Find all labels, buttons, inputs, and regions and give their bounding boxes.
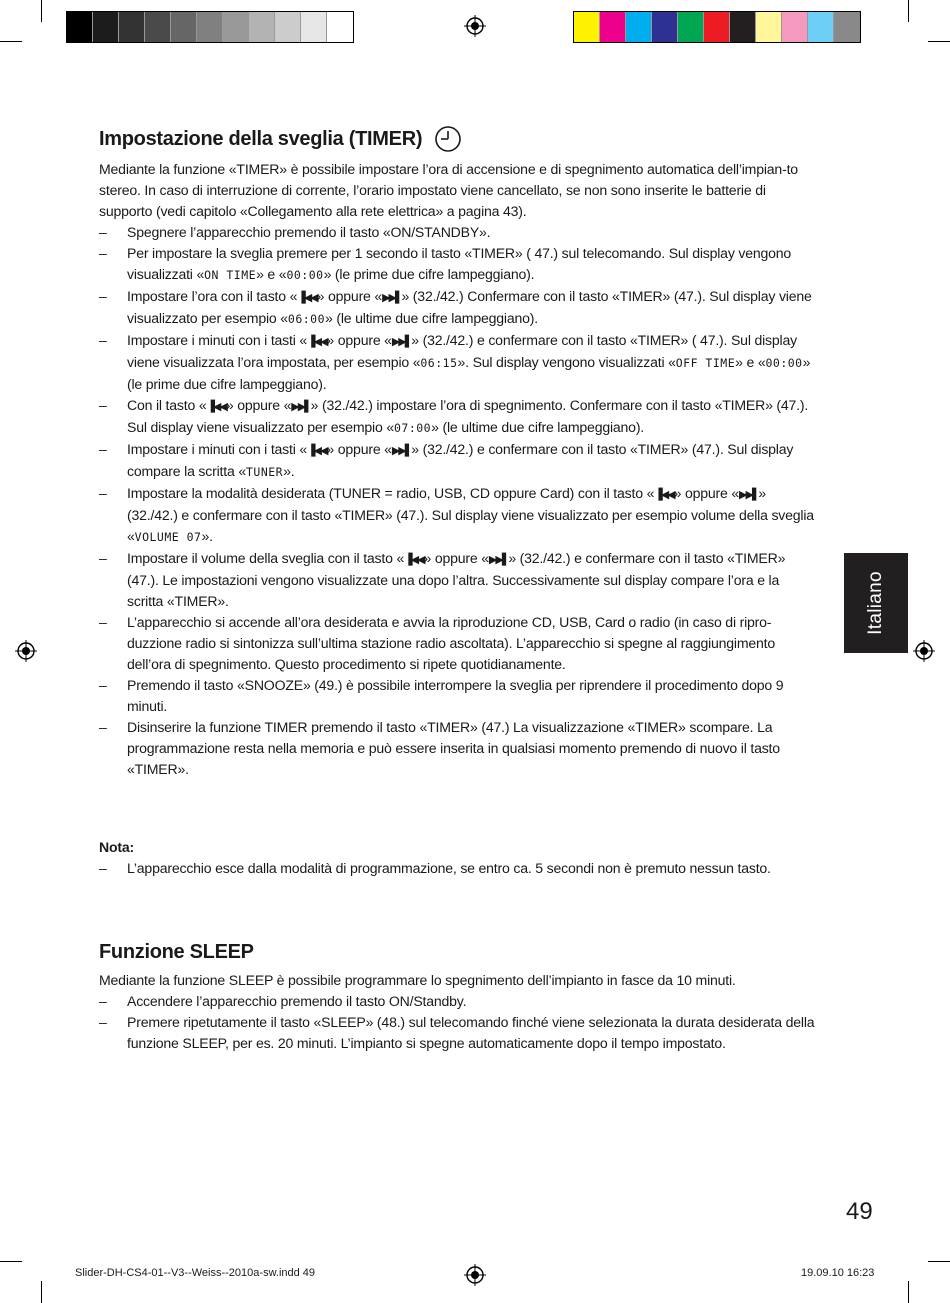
timer-heading — [99, 124, 819, 154]
lcd-display-text: OFF TIME — [675, 356, 736, 370]
crop-mark — [908, 1281, 909, 1303]
list-item-text: » (le ultime due cifre lampeggiano). — [325, 310, 538, 326]
timer-steps-list — [99, 222, 819, 780]
skip-back-icon: ▐◀◀ — [307, 335, 327, 348]
list-item-text: Per impostare la sveglia premere per 1 secondo il tasto «TIMER» ( 47.) sul telecomando. Sul display vengono visualizzati « — [127, 245, 792, 282]
list-item-text: » (32./42.) e confermare con il tasto «TIMER» (47.). Le impostazioni vengono visualizzate una dopo l’altra. Successivamente sul display compare l’ora e la scritta «TIMER». — [127, 550, 786, 609]
registration-mark-icon — [464, 15, 486, 37]
list-item — [99, 1012, 819, 1054]
language-tab-label: Italiano — [865, 571, 886, 635]
list-item-text: Premere ripetutamente il tasto «SLEEP» (48.) sul telecomando finché viene selezionata la durata desiderata della funzione SLEEP, per es. 20 minuti. L’impianto si spegne automaticamente dopo il tempo impostato. — [127, 1014, 815, 1051]
section-title-timer: Impostazione della sveglia (TIMER) — [99, 128, 423, 150]
color-swatch — [145, 12, 171, 42]
crop-mark — [41, 0, 42, 22]
list-item-text: Impostare i minuti con i tasti « — [127, 441, 308, 457]
skip-forward-icon: ▶▶▌ — [382, 291, 402, 304]
list-item-text: » (le prime due cifre lampeggiano). — [323, 266, 535, 282]
color-swatch — [249, 12, 275, 42]
list-item — [99, 286, 819, 330]
list-item-text: Impostare i minuti con i tasti « — [127, 332, 308, 348]
color-swatch — [808, 12, 834, 42]
skip-back-icon: ▐◀◀ — [654, 488, 674, 501]
color-swatch — [67, 12, 93, 42]
list-item-text: Premendo il tasto «SNOOZE» (49.) è possibile interrompere la sveglia per riprendere il procedimento dopo 9 minuti. — [127, 677, 784, 714]
crop-mark — [0, 41, 22, 42]
color-swatch — [93, 12, 119, 42]
color-swatch — [782, 12, 808, 42]
list-item-text: » (32./42.) impostare l’ora di spegnimento. Confermare con il tasto «TIMER» (47.). Sul display viene visualizzato per esempio « — [127, 397, 809, 435]
color-swatch — [223, 12, 249, 42]
registration-mark-icon — [464, 1264, 486, 1286]
page-content — [99, 124, 819, 1054]
list-marker: – — [99, 677, 107, 693]
crop-mark — [0, 1261, 22, 1262]
list-item — [99, 991, 819, 1012]
color-swatch — [652, 12, 678, 42]
lcd-display-text: ON TIME — [204, 268, 257, 282]
color-swatch — [275, 12, 301, 42]
skip-forward-icon: ▶▶▌ — [391, 444, 412, 457]
list-item-text: Impostare la modalità desiderata (TUNER = radio, USB, CD oppure Card) con il tasto « — [127, 485, 655, 501]
list-item-text: » e « — [256, 266, 287, 282]
lcd-display-text: VOLUME 07 — [134, 530, 202, 544]
date-slug: 19.09.10 16:23 — [801, 1267, 875, 1279]
list-item-text: » e « — [735, 354, 766, 370]
list-marker: – — [99, 288, 107, 304]
color-swatch — [197, 12, 223, 42]
list-item — [99, 222, 819, 243]
list-item-text: » oppure « — [326, 441, 392, 457]
color-swatch — [730, 12, 756, 42]
list-item-text: » oppure « — [316, 288, 383, 304]
skip-back-icon: ▐◀◀ — [297, 291, 317, 304]
list-item-text: Spegnere l’apparecchio premendo il tasto «ON/STANDBY». — [127, 224, 491, 240]
registration-mark-icon — [15, 640, 37, 662]
lcd-display-text: 00:00 — [286, 268, 324, 282]
list-marker: – — [99, 860, 107, 876]
color-swatch — [171, 12, 197, 42]
skip-forward-icon: ▶▶▌ — [391, 335, 412, 348]
lcd-display-text: 07:00 — [393, 421, 432, 435]
list-item-text: » (le prime due cifre lampeggiano). — [127, 354, 811, 392]
note-list — [99, 858, 819, 879]
list-item-text: L’apparecchio si accende all’ora desiderata e avvia la riproduzione CD, USB, Card o radio (in caso di ripro-duzzione radio si sintonizza sull’ultima stazione radio ascoltata). L’apparecchio si spegne al raggiungimento dell’ora di spegnimento. Questo procedimento si ripete quotidianamente. — [127, 614, 776, 672]
color-swatch — [574, 12, 600, 42]
language-tab — [844, 553, 908, 653]
list-marker: – — [99, 485, 107, 501]
list-item — [99, 612, 819, 675]
note-label: Nota: — [99, 839, 135, 855]
list-marker: – — [99, 397, 107, 413]
list-item-text: » oppure « — [225, 397, 292, 413]
list-item-text: » (32./42.) e confermare con il tasto «TIMER» ( 47.). Sul display viene visualizzata l’ora impostata, per esempio « — [127, 332, 797, 370]
list-item-text: » (32./42.) Confermare con il tasto «TIMER» (47.). Sul display viene visualizzato per esempio « — [127, 288, 812, 326]
list-item — [99, 858, 819, 879]
skip-forward-icon: ▶▶▌ — [739, 488, 759, 501]
list-item — [99, 439, 819, 483]
list-item-text: Impostare l’ora con il tasto « — [127, 288, 298, 304]
list-item — [99, 243, 819, 286]
list-item-text: Con il tasto « — [127, 397, 207, 413]
color-swatch — [600, 12, 626, 42]
skip-back-icon: ▐◀◀ — [404, 553, 424, 566]
list-marker: – — [99, 550, 107, 566]
color-swatch — [704, 12, 730, 42]
lcd-display-text: TUNER — [245, 465, 284, 479]
registration-mark-icon — [913, 640, 935, 662]
list-item-text: Accendere l’apparecchio premendo il tasto ON/Standby. — [127, 993, 467, 1009]
list-item-text: » (le ultime due cifre lampeggiano). — [431, 419, 645, 435]
list-marker: – — [99, 245, 107, 261]
skip-back-icon: ▐◀◀ — [307, 444, 327, 457]
skip-back-icon: ▐◀◀ — [206, 400, 226, 413]
gray-color-bar — [66, 11, 354, 43]
lcd-display-text: 06:00 — [287, 312, 326, 326]
list-item-text: Disinserire la funzione TIMER premendo il tasto «TIMER» (47.) La visualizzazione «TIMER» scompare. La programmazione resta nella memoria e può essere inserita in qualsiasi momento premendo di nuovo il tasto «TIMER». — [127, 719, 780, 777]
crop-mark — [928, 41, 950, 42]
color-swatch — [626, 12, 652, 42]
list-marker: – — [99, 224, 107, 240]
clock-icon — [434, 125, 462, 153]
timer-intro: Mediante la funzione «TIMER» è possibile impostare l’ora di accensione e di spegnimento automatica dell’impian-to stereo. In caso di interruzione di corrente, l’orario impostato viene cancellato, se non sono inserite le batterie di supporto (vedi capitolo «Collegamento alla rete elettrica» a pagina 43). — [99, 161, 798, 219]
crop-mark — [41, 1281, 42, 1303]
process-color-bar — [573, 11, 861, 43]
crop-mark — [908, 0, 909, 22]
sleep-intro: Mediante la funzione SLEEP è possibile programmare lo spegnimento dell’impianto in fasce da 10 minuti. — [99, 972, 736, 988]
list-item — [99, 395, 819, 439]
list-item — [99, 675, 819, 717]
list-marker: – — [99, 993, 107, 1009]
color-swatch — [834, 12, 860, 42]
list-item-text: ». Sul display vengono visualizzati « — [457, 354, 676, 370]
list-item-text: » (32./42.) e confermare con il tasto «TIMER» (47.). Sul display viene visualizzato per esempio volume della sveglia « — [127, 485, 814, 544]
list-item — [99, 330, 819, 395]
list-marker: – — [99, 441, 107, 457]
list-item-text: L’apparecchio esce dalla modalità di programmazione, se entro ca. 5 secondi non è premuto nessun tasto. — [127, 860, 771, 876]
skip-forward-icon: ▶▶▌ — [488, 553, 509, 566]
color-swatch — [756, 12, 782, 42]
color-swatch — [119, 12, 145, 42]
list-item — [99, 548, 819, 612]
lcd-display-text: 06:15 — [420, 356, 458, 370]
skip-forward-icon: ▶▶▌ — [291, 400, 311, 413]
list-item-text: » oppure « — [673, 485, 740, 501]
color-swatch — [327, 12, 353, 42]
color-swatch — [301, 12, 327, 42]
lcd-display-text: 00:00 — [765, 356, 803, 370]
list-item — [99, 483, 819, 548]
crop-mark — [928, 1261, 950, 1262]
sleep-steps-list — [99, 991, 819, 1054]
color-swatch — [678, 12, 704, 42]
page-number: 49 — [846, 1198, 873, 1225]
section-title-sleep: Funzione SLEEP — [99, 941, 254, 963]
list-marker: – — [99, 614, 107, 630]
list-item-text: » oppure « — [423, 550, 489, 566]
list-item — [99, 717, 819, 780]
list-item-text: ». — [201, 528, 213, 544]
list-marker: – — [99, 332, 107, 348]
list-item-text: Impostare il volume della sveglia con il tasto « — [127, 550, 405, 566]
list-marker: – — [99, 719, 107, 735]
file-slug: Slider-DH-CS4-01--V3--Weiss--2010a-sw.indd 49 — [75, 1267, 316, 1279]
list-marker: – — [99, 1014, 107, 1030]
list-item-text: » oppure « — [326, 332, 392, 348]
list-item-text: » (32./42.) e confermare con il tasto «TIMER» (47.). Sul display compare la scritta « — [127, 441, 794, 479]
list-item-text: ». — [283, 463, 295, 479]
